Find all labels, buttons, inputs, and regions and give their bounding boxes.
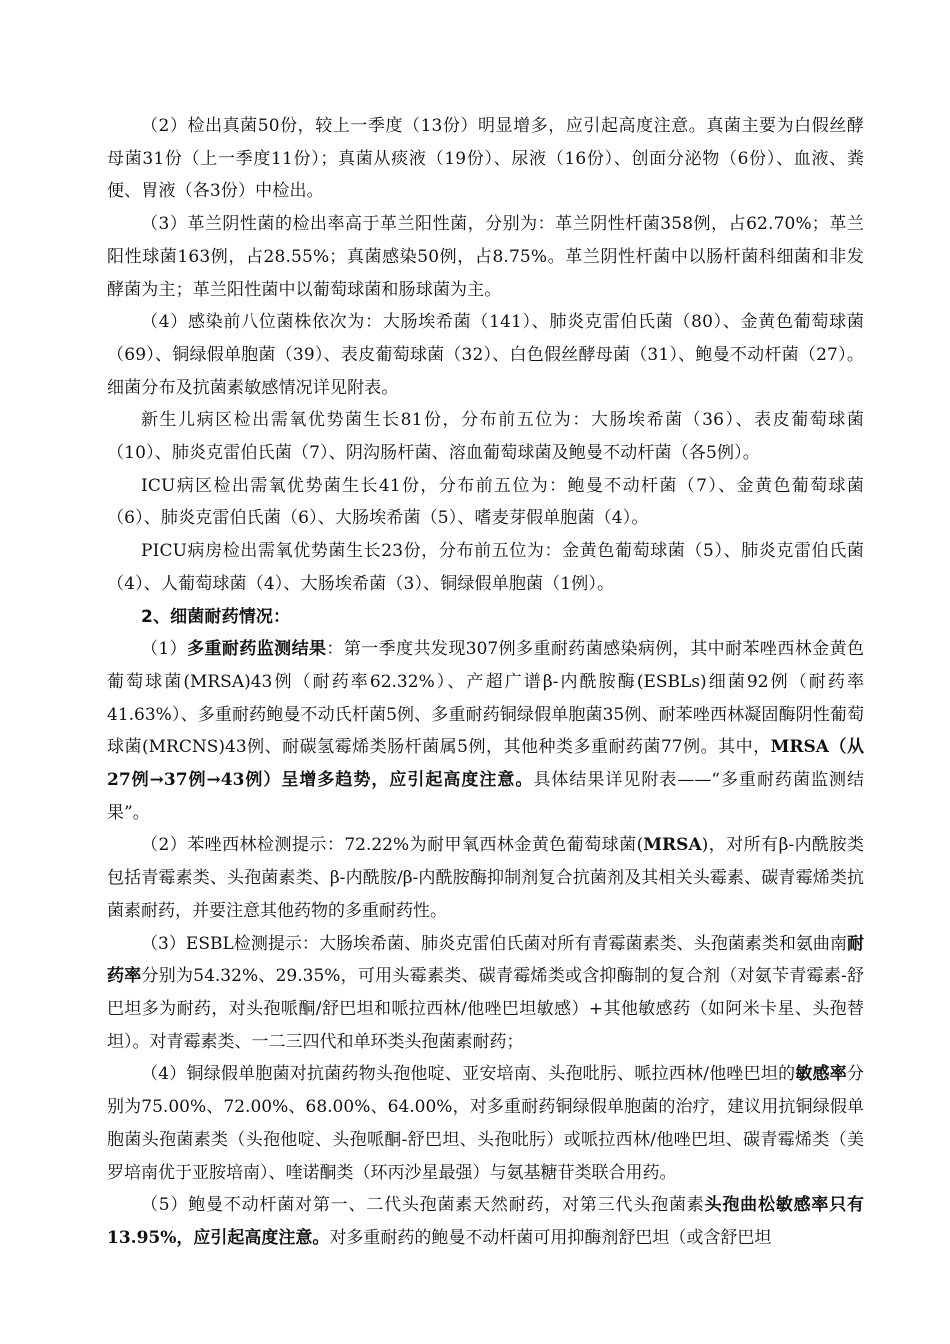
bold-text-segment: 耐药率 [107,933,864,987]
text-segment: 具体结果详见附表——“多重耐药菌监测结果”。 [107,770,864,823]
bold-text-segment: 敏感率 [795,1064,848,1085]
text-segment: （2）苯唑西林检测提示：72.22%为耐甲氧西林金黄色葡萄球菌( [141,835,644,856]
paragraph-acinetobacter [107,1189,864,1254]
text-segment: 分别为75.00%、72.00%、68.00%、64.00%，对多重耐药铜绿假单胞菌的治疗，建议用抗铜绿假单胞菌头孢菌素类（头孢他啶、头孢哌酮-舒巴坦、头孢吡肟）或哌拉西林/他唑巴坦、碳青霉烯类（美罗培南优于亚胺培南）、喹诺酮类（环丙沙星最强）与氨基糖苷类联合用药。 [107,1064,865,1183]
paragraph-mdr-monitoring [107,633,864,829]
paragraph-neonatal-ward [107,404,864,469]
document-page [107,110,864,1255]
paragraph-icu-ward [107,470,864,535]
paragraph-gram-stain-ratio [107,208,864,306]
text-segment: ：第一季度共发现307例多重耐药菌感染病例，其中耐苯唑西林金黄色葡萄球菌(MRSA)43例（耐药率62.32%）、产超广谱β-内酰胺酶(ESBLs)细菌92例（耐药率41.63%）、多重耐药鲍曼不动氏杆菌5例、多重耐药铜绿假单胞菌35例、耐苯唑西林凝固酶阴性葡萄球菌(MRCNS)43例、耐碳氢霉烯类肠杆菌属5例，其他种类多重耐药菌77例。其中， [107,639,864,758]
paragraph-pseudomonas-sensitivity [107,1058,864,1189]
paragraph-oxacillin-test [107,829,864,927]
text-segment: （4）铜绿假单胞菌对抗菌药物头孢他啶、亚安培南、头孢吡肟、哌拉西林/他唑巴坦的 [141,1064,796,1085]
section-heading-drug-resistance [107,601,864,634]
text-segment: PICU病房检出需氧优势菌生长23份，分布前五位为：金黄色葡萄球菌（5）、肺炎克雷伯氏菌（4）、人葡萄球菌（4）、大肠埃希菌（3）、铜绿假单胞菌（1例）。 [107,541,864,594]
paragraph-picu-ward [107,535,864,600]
text-segment: （4）感染前八位菌株依次为：大肠埃希菌（141）、肺炎克雷伯氏菌（80）、金黄色葡萄球菌（69）、铜绿假单胞菌（39）、表皮葡萄球菌（32）、白色假丝酵母菌（31）、鲍曼不动杆菌（27）。细菌分布及抗菌素敏感情况详见附表。 [107,312,864,398]
text-segment: （3）ESBL检测提示：大肠埃希菌、肺炎克雷伯氏菌对所有青霉菌素类、头孢菌素类和氨曲南 [141,933,847,954]
text-segment: 对多重耐药的鲍曼不动杆菌可用抑酶剂舒巴坦（或含舒巴坦 [329,1227,772,1248]
bold-text-segment: 多重耐药监测结果 [187,639,327,660]
bold-text-segment: MRSA（从27例→37例→43例）呈增多趋势，应引起高度注意。 [107,737,864,791]
text-segment: )，对所有β-内酰胺类包括青霉素类、头孢菌素类、β-内酰胺/β-内酰胺酶抑制剂复合抗菌剂及其相关头霉素、碳青霉烯类抗菌素耐药，并要注意其他药物的多重耐药性。 [107,835,864,921]
text-segment: （3）革兰阴性菌的检出率高于革兰阳性菌，分别为：革兰阴性杆菌358例，占62.70%；革兰阳性球菌163例，占28.55%；真菌感染50例，占8.75%。革兰阴性杆菌中以肠杆菌科细菌和非发酵菌为主；革兰阳性菌中以葡萄球菌和肠球菌为主。 [107,214,864,300]
text-segment: ICU病区检出需氧优势菌生长41份，分布前五位为：鲍曼不动杆菌（7）、金黄色葡萄球菌（6）、肺炎克雷伯氏菌（6）、大肠埃希菌（5）、嗜麦芽假单胞菌（4）。 [107,475,864,529]
heading-text: 2、细菌耐药情况： [141,606,291,627]
paragraph-fungi-detection [107,110,864,208]
paragraph-esbl-test [107,928,864,1059]
text-segment: 分别为54.32%、29.35%，可用头霉素类、碳青霉烯类或含抑酶制的复合剂（对氨苄青霉素-舒巴坦多为耐药，对头孢哌酮/舒巴坦和哌拉西林/他唑巴坦敏感）+其他敏感药（如阿米卡星、头孢替坦）。对青霉素类、一二三四代和单环类头孢菌素耐药； [107,966,865,1052]
text-segment: （1） [141,639,188,660]
text-segment: （5）鲍曼不动杆菌对第一、二代头孢菌素天然耐药，对第三代头孢菌素 [141,1195,705,1216]
text-segment: （2）检出真菌50份，较上一季度（13份）明显增多，应引起高度注意。真菌主要为白假丝酵母菌31份（上一季度11份）；真菌从痰液（19份）、尿液（16份）、创面分泌物（6份）、血液、粪便、胃液（各3份）中检出。 [107,116,864,202]
text-segment: 新生儿病区检出需氧优势菌生长81份，分布前五位为：大肠埃希菌（36）、表皮葡萄球菌（10）、肺炎克雷伯氏菌（7）、阴沟肠杆菌、溶血葡萄球菌及鲍曼不动杆菌（各5例）。 [107,410,864,464]
bold-text-segment: MRSA [643,835,702,856]
bold-text-segment: 头孢曲松敏感率只有13.95%，应引起高度注意。 [107,1195,864,1248]
paragraph-top-eight-strains [107,306,864,404]
